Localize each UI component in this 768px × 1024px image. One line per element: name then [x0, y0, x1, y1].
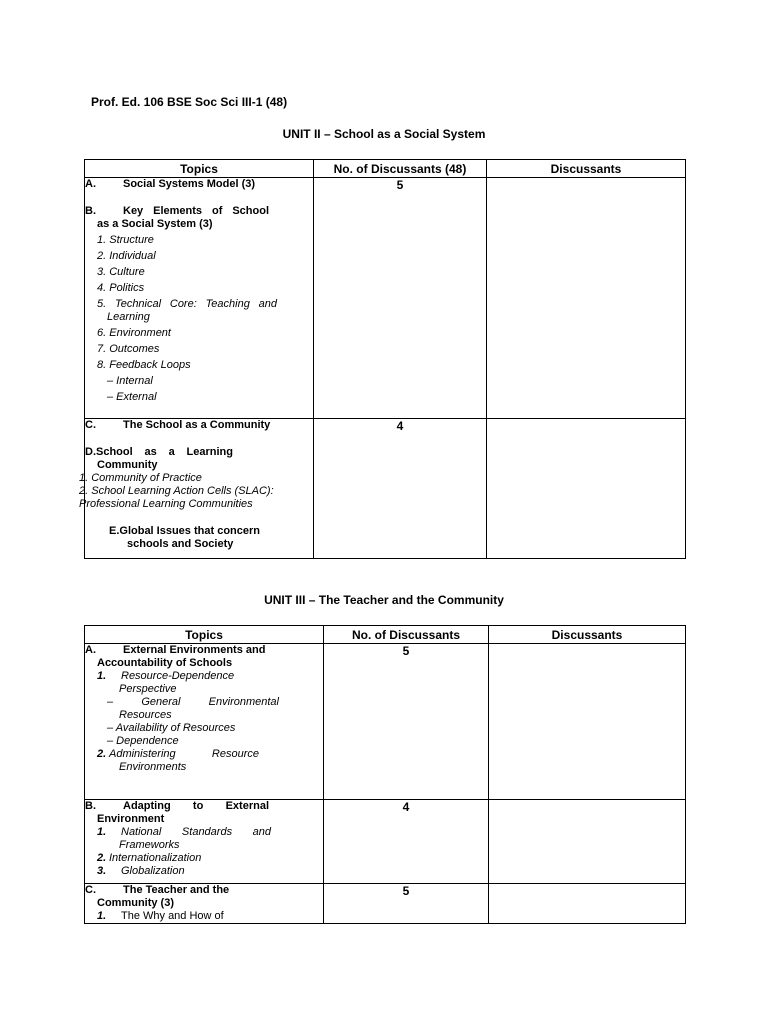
- discussants-cell[interactable]: [489, 644, 686, 800]
- topic-e: E.Global Issues that concern: [109, 525, 260, 537]
- discussant-count: 4: [314, 419, 487, 559]
- list-item: 1. National Standards and: [97, 826, 271, 838]
- list-item-cont: Resources: [119, 709, 172, 721]
- list-item: 1. The Why and How of: [97, 910, 224, 922]
- unit-ii-title: UNIT II – School as a Social System: [282, 127, 486, 141]
- topic-a-cont: Accountability of Schools: [97, 657, 233, 669]
- topic-c-cont: Community (3): [97, 897, 174, 909]
- topic-d: D.School as a Learning: [85, 446, 233, 458]
- topics-cell: [85, 644, 324, 800]
- list-item: 6. Environment: [97, 327, 171, 339]
- list-item: 2. School Learning Action Cells (SLAC):: [79, 485, 274, 497]
- discussant-count: 5: [314, 178, 487, 419]
- unit-iii-table: [84, 625, 686, 924]
- table-row: [85, 644, 686, 800]
- topic-c: C. The School as a Community: [85, 419, 271, 431]
- header-no-of-discussants: No. of Discussants (48): [314, 160, 487, 178]
- topic-b-cont: as a Social System (3): [97, 218, 213, 230]
- table-row: [85, 884, 686, 924]
- list-item: 1. Community of Practice: [79, 472, 202, 484]
- topic-c: C. The Teacher and the: [85, 884, 230, 896]
- header-topics: Topics: [85, 626, 324, 644]
- table-row: [85, 800, 686, 884]
- list-item: 2. Administering Resource: [97, 748, 259, 760]
- unit-ii-table: [79, 159, 686, 559]
- topics-cell: [85, 884, 324, 924]
- list-item: – General Environmental: [107, 696, 279, 708]
- topics-cell: [79, 419, 314, 559]
- discussants-cell[interactable]: [489, 800, 686, 884]
- topic-d-cont: Community: [97, 459, 158, 471]
- topic-a: A. External Environments and: [85, 644, 266, 656]
- discussants-cell[interactable]: [487, 419, 686, 559]
- topics-cell: [85, 800, 324, 884]
- list-item: – Dependence: [107, 735, 179, 747]
- topic-a: A. Social Systems Model (3): [85, 178, 256, 190]
- list-item: – Availability of Resources: [107, 722, 236, 734]
- discussant-count: 5: [324, 884, 489, 924]
- list-item: 2. Individual: [97, 250, 156, 262]
- header-discussants: Discussants: [489, 626, 686, 644]
- list-item: – Internal: [107, 375, 153, 387]
- list-item-cont: Frameworks: [119, 839, 180, 851]
- list-item: 7. Outcomes: [97, 343, 160, 355]
- table-row: [85, 419, 686, 559]
- discussant-count: 5: [324, 644, 489, 800]
- list-item: 2. Internationalization: [97, 852, 202, 864]
- table-row: [85, 178, 686, 419]
- table-header-row: [85, 626, 686, 644]
- table-header-row: [85, 160, 686, 178]
- list-item: Professional Learning Communities: [79, 498, 253, 510]
- topic-b: B. Key Elements of School: [85, 205, 269, 217]
- list-item: 1. Structure: [97, 234, 154, 246]
- list-item: – External: [107, 391, 157, 403]
- list-item: 1. Resource-Dependence: [97, 670, 235, 682]
- course-title: Prof. Ed. 106 BSE Soc Sci III-1 (48): [91, 95, 288, 109]
- list-item-cont: Environments: [119, 761, 187, 773]
- topic-b: B. Adapting to External: [85, 800, 269, 812]
- header-no-of-discussants: No. of Discussants: [324, 626, 489, 644]
- header-topics: Topics: [85, 160, 314, 178]
- topics-cell: [85, 178, 314, 419]
- list-item: 3. Globalization: [97, 865, 185, 877]
- list-item: Learning: [107, 311, 150, 323]
- discussant-count: 4: [324, 800, 489, 884]
- discussants-cell[interactable]: [487, 178, 686, 419]
- list-item: 3. Culture: [97, 266, 145, 278]
- header-discussants: Discussants: [487, 160, 686, 178]
- list-item: 8. Feedback Loops: [97, 359, 191, 371]
- topic-b-cont: Environment: [97, 813, 165, 825]
- topic-e-cont: schools and Society: [127, 538, 234, 550]
- list-item-cont: Perspective: [119, 683, 177, 695]
- discussants-cell[interactable]: [489, 884, 686, 924]
- list-item: 4. Politics: [97, 282, 145, 294]
- list-item: 5. Technical Core: Teaching and: [97, 298, 277, 310]
- unit-iii-title: UNIT III – The Teacher and the Community: [264, 593, 504, 607]
